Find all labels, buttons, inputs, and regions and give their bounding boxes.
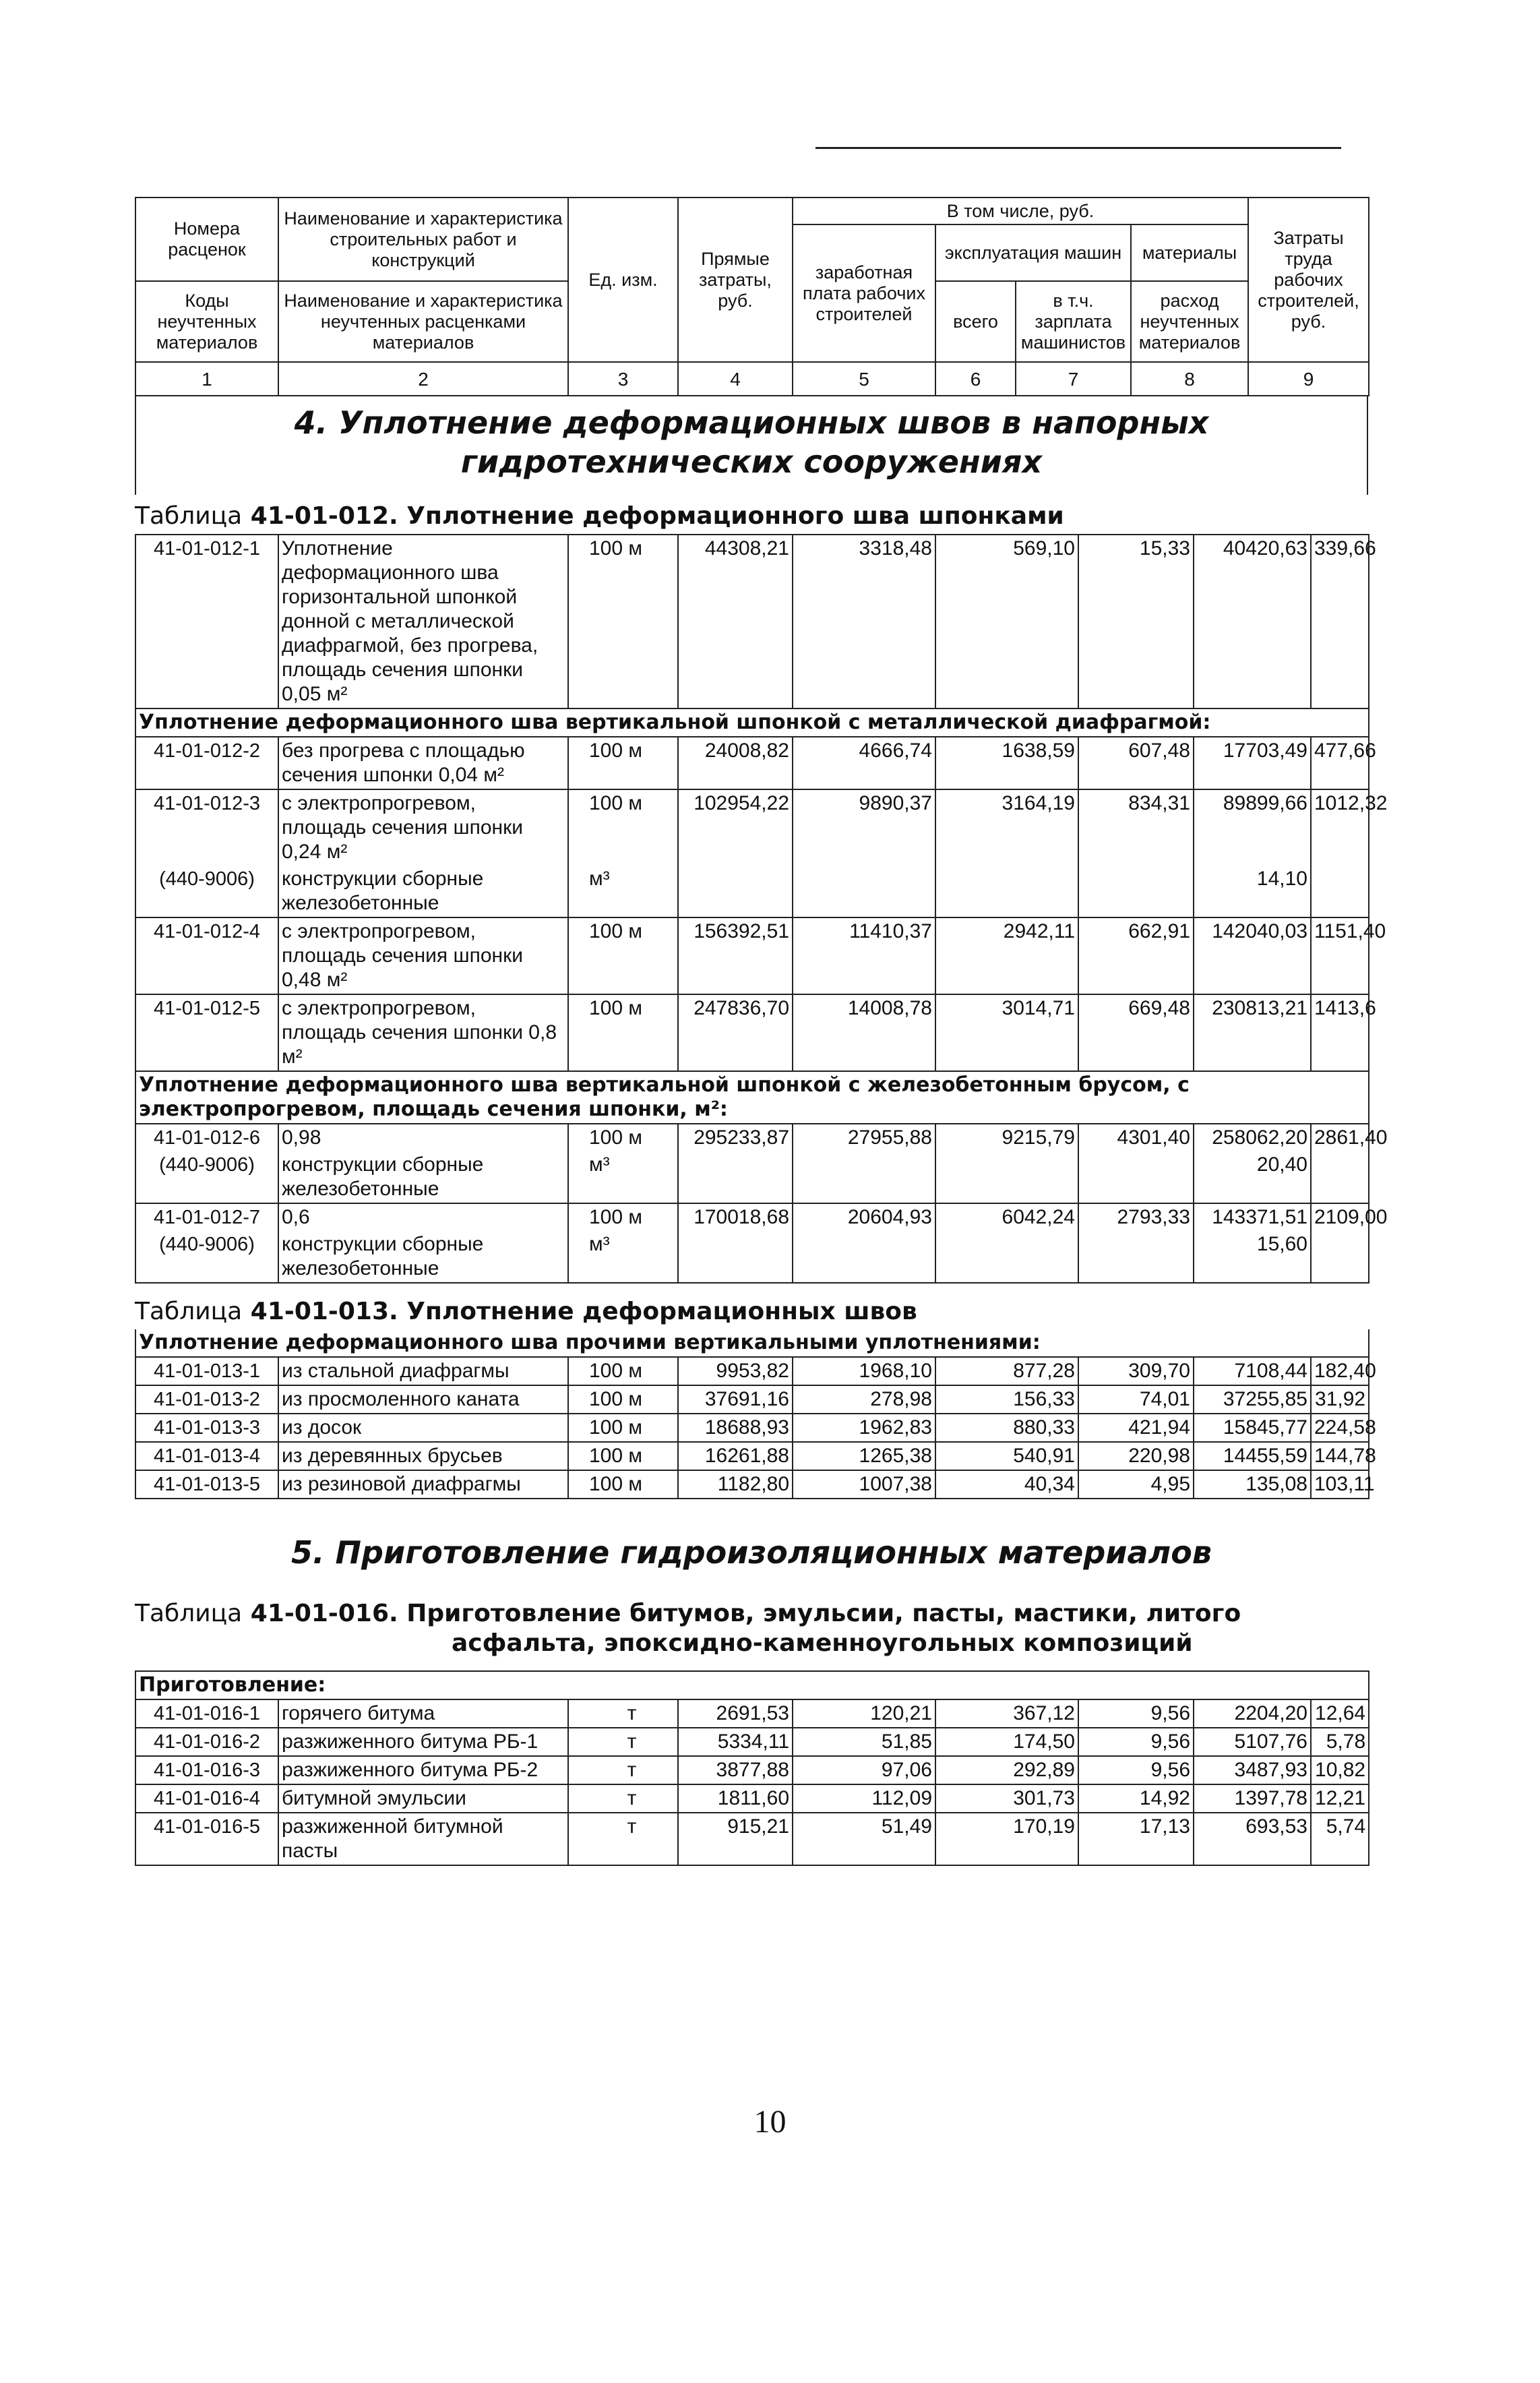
table-012-title: Таблица 41-01-012. Уплотнение деформационного шва шпонками — [135, 502, 1064, 530]
table-016-title: Таблица 41-01-016. Приготовление битумов, эмульсии, пасты, мастики, литого асфальта, эпоксидно-каменноугольных композиций — [135, 1600, 1241, 1657]
col-number: 5 — [793, 362, 935, 396]
section-5-title: 5. Приготовление гидроизоляционных материалов — [291, 1534, 1212, 1571]
table-016 — [135, 1670, 1369, 1866]
table-row: 41-01-012-2 без прогрева с площадью сечения шпонки 0,04 м² 100 м 24008,82 4666,74 1638,59 607,48 17703,49 477,66 — [135, 737, 1369, 789]
hdr-materials: материалы — [1131, 224, 1248, 281]
col-number: 3 — [568, 362, 678, 396]
table-row: 41-01-016-2 разжиженного битума РБ-1 т 5334,11 51,85 174,50 9,56 5107,76 5,78 — [135, 1728, 1369, 1756]
column-header — [135, 197, 1369, 396]
top-rule — [815, 147, 1341, 149]
table-row: 41-01-012-7 0,6 100 м 170018,68 20604,93 6042,24 2793,33 143371,51 2109,00 — [135, 1203, 1369, 1231]
table-013-title: Таблица 41-01-013. Уплотнение деформационных швов — [135, 1298, 917, 1325]
table-row: 41-01-012-4 с электропрогревом, площадь сечения шпонки 0,48 м² 100 м 156392,51 11410,37 2942,11 662,91 142040,03 1151,40 — [135, 917, 1369, 994]
subheading: Уплотнение деформационного шва вертикальной шпонкой с железобетонным брусом, с электропрогревом, площадь сечения шпонки, м²: — [135, 1071, 1369, 1124]
hdr-direct-costs: Прямые затраты, руб. — [678, 198, 793, 362]
subheading: Уплотнение деформационного шва вертикальной шпонкой с металлической диафрагмой: — [135, 708, 1369, 737]
table-row: 41-01-013-2 из просмоленного каната 100 м 37691,16 278,98 156,33 74,01 37255,85 31,92 — [135, 1385, 1369, 1414]
table-row: 41-01-016-4 битумной эмульсии т 1811,60 112,09 301,73 14,92 1397,78 12,21 — [135, 1784, 1369, 1813]
table-013 — [135, 1329, 1376, 1499]
col-number: 2 — [278, 362, 568, 396]
hdr-machines-total: всего — [935, 281, 1016, 362]
hdr-labor-costs: Затраты труда рабочих строителей, руб. — [1248, 198, 1369, 362]
col-number: 1 — [135, 362, 278, 396]
page-number: 10 — [753, 2104, 787, 2140]
hdr-material-codes: Коды неучтенных материалов — [135, 281, 278, 362]
col-number: 4 — [678, 362, 793, 396]
table-012 — [135, 534, 1388, 1284]
table-row: 41-01-012-5 с электропрогревом, площадь сечения шпонки 0,8 м² 100 м 247836,70 14008,78 3014,71 669,48 230813,21 1413,6 — [135, 994, 1369, 1071]
table-row: 41-01-013-4 из деревянных брусьев 100 м 16261,88 1265,38 540,91 220,98 14455,59 144,78 — [135, 1442, 1369, 1470]
table-row: 41-01-013-3 из досок 100 м 18688,93 1962,83 880,33 421,94 15845,77 224,58 — [135, 1414, 1369, 1442]
document-body — [135, 197, 1388, 1866]
table-row: 41-01-012-3 с электропрогревом, площадь сечения шпонки 0,24 м² 100 м 102954,22 9890,37 3164,19 834,31 89899,66 1012,32 — [135, 789, 1369, 866]
hdr-machines: эксплуатация машин — [935, 224, 1131, 281]
table-row: 41-01-012-1 Уплотнение деформационного шва горизонтальной шпонкой донной с металлической диафрагмой, без прогрева, площадь сечения шпонки 0,05 м² 100 м 44308,21 3318,48 569,10 15,33 40420,63 339,66 — [135, 535, 1369, 708]
hdr-material-usage: расход неучтенных материалов — [1131, 281, 1248, 362]
section-4-title: 4. Уплотнение деформационных швов в напорных гидротехнических сооружениях — [294, 404, 1209, 480]
subheading: Приготовление: — [135, 1671, 1369, 1699]
col-number: 9 — [1248, 362, 1369, 396]
subheading: Уплотнение деформационного шва прочими вертикальными уплотнениями: — [135, 1329, 1369, 1357]
hdr-unit: Ед. изм. — [568, 198, 678, 362]
hdr-work-name: Наименование и характеристика строительных работ и конструкций — [278, 198, 568, 281]
table-row: (440-9006) конструкции сборные железобетонные м³ 14,10 — [135, 866, 1369, 917]
col-number: 7 — [1016, 362, 1131, 396]
hdr-wages: заработная плата рабочих строителей — [793, 224, 935, 362]
hdr-material-name: Наименование и характеристика неучтенных расценками материалов — [278, 281, 568, 362]
table-row: 41-01-016-3 разжиженного битума РБ-2 т 3877,88 97,06 292,89 9,56 3487,93 10,82 — [135, 1756, 1369, 1784]
col-number: 8 — [1131, 362, 1248, 396]
hdr-including: В том числе, руб. — [793, 198, 1248, 224]
table-row: 41-01-016-1 горячего битума т 2691,53 120,21 367,12 9,56 2204,20 12,64 — [135, 1699, 1369, 1728]
table-row: 41-01-016-5 разжиженной битумной пасты т 915,21 51,49 170,19 17,13 693,53 5,74 — [135, 1813, 1369, 1865]
hdr-machinist-wages: в т.ч. зарплата машинистов — [1016, 281, 1131, 362]
table-row: 41-01-012-6 0,98 100 м 295233,87 27955,88 9215,79 4301,40 258062,20 2861,40 — [135, 1124, 1369, 1151]
section-4-frame — [135, 396, 1368, 495]
col-number: 6 — [935, 362, 1016, 396]
table-row: (440-9006) конструкции сборные железобетонные м³ 20,40 — [135, 1151, 1369, 1203]
hdr-rate-numbers: Номера расценок — [135, 198, 278, 281]
table-row: (440-9006) конструкции сборные железобетонные м³ 15,60 — [135, 1231, 1369, 1283]
table-row: 41-01-013-5 из резиновой диафрагмы 100 м 1182,80 1007,38 40,34 4,95 135,08 103,11 — [135, 1470, 1369, 1499]
table-row: 41-01-013-1 из стальной диафрагмы 100 м 9953,82 1968,10 877,28 309,70 7108,44 182,40 — [135, 1357, 1369, 1385]
